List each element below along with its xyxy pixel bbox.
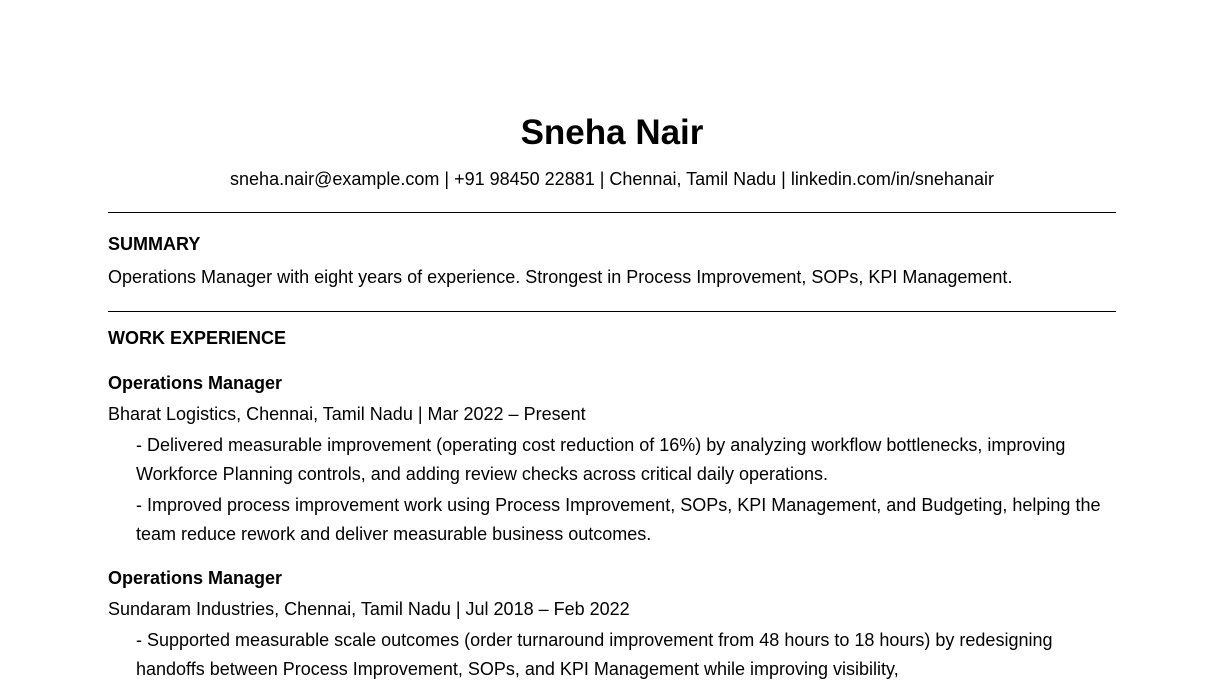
job-bullet: - Supported measurable scale outcomes (order turnaround improvement from 48 hours to 18 hours) by redesigning handoffs between Process Improvement, SOPs, and KPI Management while improving visibility, — [136, 630, 1053, 679]
job-bullet: - Improved process improvement work using Process Improvement, SOPs, KPI Management, and Budgeting, helping the team reduce rework and deliver measurable business outcomes. — [136, 495, 1101, 544]
summary-text: Operations Manager with eight years of experience. Strongest in Process Improvement, SOPs, KPI Management. — [108, 267, 1013, 287]
summary-heading: SUMMARY — [108, 234, 201, 254]
candidate-name: Sneha Nair — [520, 113, 704, 152]
job-title: Operations Manager — [108, 568, 283, 588]
job-company-dates: Sundaram Industries, Chennai, Tamil Nadu | Jul 2018 – Feb 2022 — [108, 599, 630, 619]
job-entry — [108, 566, 1116, 686]
work-experience-heading: WORK EXPERIENCE — [108, 328, 287, 348]
job-company-dates: Bharat Logistics, Chennai, Tamil Nadu | Mar 2022 – Present — [108, 404, 586, 424]
divider — [108, 212, 1116, 213]
job-bullets — [108, 431, 1116, 549]
job-entry — [108, 371, 1116, 551]
job-bullet: - Delivered measurable improvement (operating cost reduction of 16%) by analyzing workflow bottlenecks, improving Workforce Planning controls, and adding review checks across critical daily operations. — [136, 435, 1066, 484]
divider — [108, 311, 1116, 312]
job-bullets — [108, 626, 1116, 684]
contact-line: sneha.nair@example.com | +91 98450 22881 | Chennai, Tamil Nadu | linkedin.com/in/snehanair — [230, 169, 994, 189]
job-title: Operations Manager — [108, 373, 283, 393]
